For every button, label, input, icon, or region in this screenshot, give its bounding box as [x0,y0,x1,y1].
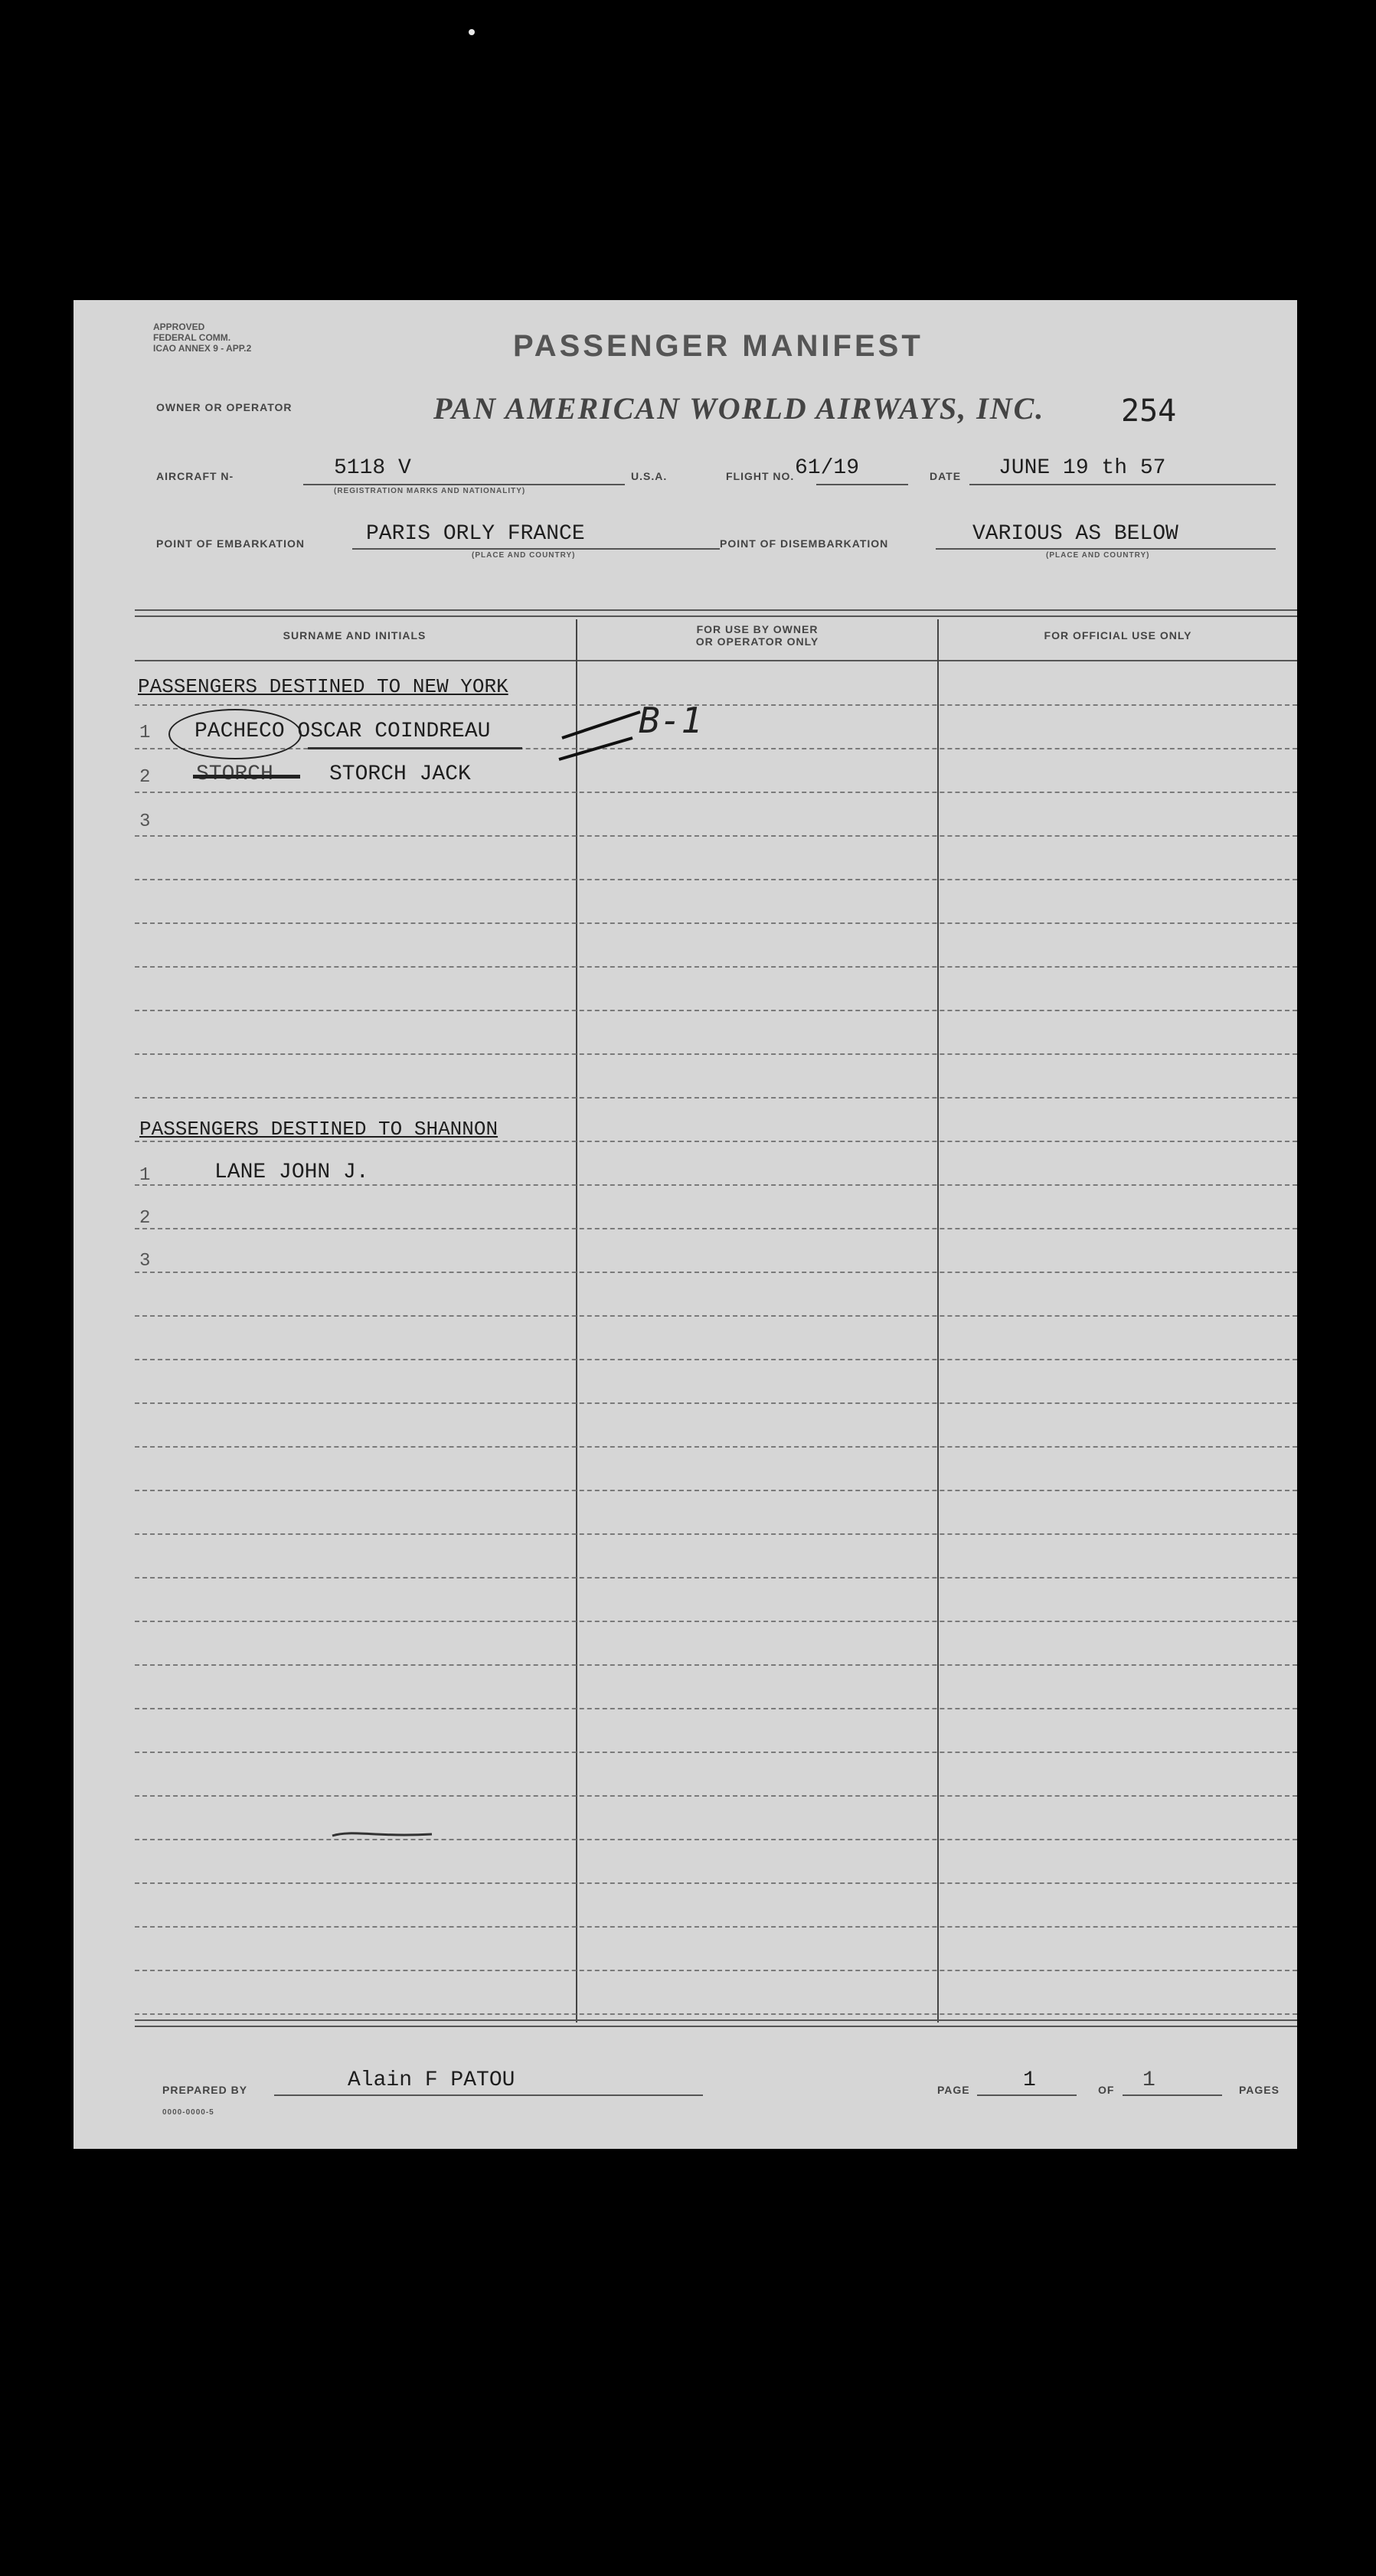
embarkation-value: PARIS ORLY FRANCE [366,522,585,546]
ruled-line [135,1708,1297,1709]
page-title: PASSENGER MANIFEST [513,329,923,363]
ruled-line [135,1184,1297,1186]
pen-mark [329,1827,436,1842]
header-bottom-rule [135,660,1297,661]
date-underline [969,484,1276,485]
embarkation-label: POINT OF EMBARKATION [156,537,305,550]
section-heading-shannon: PASSENGERS DESTINED TO SHANNON [139,1118,498,1141]
aircraft-underline [303,484,625,485]
aircraft-label: AIRCRAFT N- [156,470,234,482]
ruled-line [135,835,1297,837]
column-header-official-use: FOR OFFICIAL USE ONLY [1044,629,1192,642]
strikeout-line [193,775,300,779]
handwritten-page-number: 254 [1121,393,1177,429]
ruled-line [135,1752,1297,1753]
ruled-line [135,1795,1297,1797]
ruled-line [135,1141,1297,1142]
ruled-line [135,1010,1297,1011]
page-label: PAGE [937,2084,970,2096]
ruled-line [135,1053,1297,1055]
handwritten-visa-note: B-1 [639,700,703,741]
ruled-line [135,1315,1297,1317]
table-top-rule [135,609,1297,617]
of-value: 1 [1142,2068,1155,2092]
section-heading-new-york: PASSENGERS DESTINED TO NEW YORK [138,675,508,698]
ruled-line [135,1577,1297,1579]
column-divider-2 [937,619,939,2023]
passenger-name: LANE JOHN J. [214,1161,369,1184]
ruled-line [135,1097,1297,1099]
row-number: 2 [139,1208,151,1229]
table-bottom-rule [135,2019,1297,2027]
prepared-by-underline [274,2094,703,2096]
form-code: 0000-0000-5 [162,2108,214,2117]
page-underline [977,2094,1077,2096]
of-label: OF [1098,2084,1115,2096]
date-value: JUNE 19 th 57 [998,456,1166,480]
flight-label: FLIGHT NO. [726,470,795,482]
disembarkation-underline [936,548,1276,550]
ruled-line [135,704,1297,706]
column-divider-1 [576,619,577,2023]
ruled-line [135,2013,1297,2015]
name-underline [308,747,522,749]
disembarkation-value: VARIOUS AS BELOW [972,522,1178,546]
operator-name: PAN AMERICAN WORLD AIRWAYS, INC. [433,391,1045,426]
usa-label: U.S.A. [631,470,668,482]
row-number: 3 [139,811,151,832]
row-number: 2 [139,767,151,788]
ruled-line [135,1228,1297,1229]
column-header-owner-use: FOR USE BY OWNER OR OPERATOR ONLY [695,623,819,648]
ruled-line [135,1446,1297,1448]
flight-underline [816,484,908,485]
of-underline [1123,2094,1222,2096]
flight-value: 61/19 [795,456,860,480]
embarkation-underline [352,548,720,550]
prepared-by-value: Alain F PATOU [348,2068,515,2092]
owner-label: OWNER OR OPERATOR [156,401,293,413]
prepared-by-label: PREPARED BY [162,2084,248,2096]
speck-dot [469,29,475,35]
ruled-line [135,879,1297,880]
aircraft-value: 5118 V [334,456,411,480]
handwritten-dash-mark [556,698,648,767]
ruled-line [135,922,1297,924]
ruled-line [135,1926,1297,1928]
approved-block: APPROVED FEDERAL COMM. ICAO ANNEX 9 - APP.2 [153,322,252,354]
ruled-line [135,792,1297,793]
ruled-line [135,1490,1297,1491]
ruled-line [135,1621,1297,1622]
passenger-name: PACHECO OSCAR COINDREAU [194,720,491,743]
ruled-line [135,1533,1297,1535]
ruled-line [135,1882,1297,1884]
pages-label: PAGES [1239,2084,1280,2096]
ruled-line [135,1402,1297,1404]
row-number: 1 [139,723,151,743]
date-label: DATE [930,470,962,482]
row-number: 3 [139,1251,151,1272]
row-number: 1 [139,1165,151,1186]
ruled-line [135,966,1297,968]
ruled-line [135,1970,1297,1971]
embarkation-sublabel: (PLACE AND COUNTRY) [472,551,576,560]
ruled-line [135,1272,1297,1273]
aircraft-sublabel: (REGISTRATION MARKS AND NATIONALITY) [334,487,526,495]
disembarkation-sublabel: (PLACE AND COUNTRY) [1046,551,1150,560]
ruled-line [135,1839,1297,1840]
passenger-name: STORCH JACK [329,762,471,786]
ruled-line [135,1664,1297,1666]
disembarkation-label: POINT OF DISEMBARKATION [720,537,889,550]
page-value: 1 [1023,2068,1036,2092]
ruled-line [135,1359,1297,1360]
manifest-sheet [74,300,1297,2149]
column-header-surname: SURNAME AND INITIALS [283,629,427,642]
